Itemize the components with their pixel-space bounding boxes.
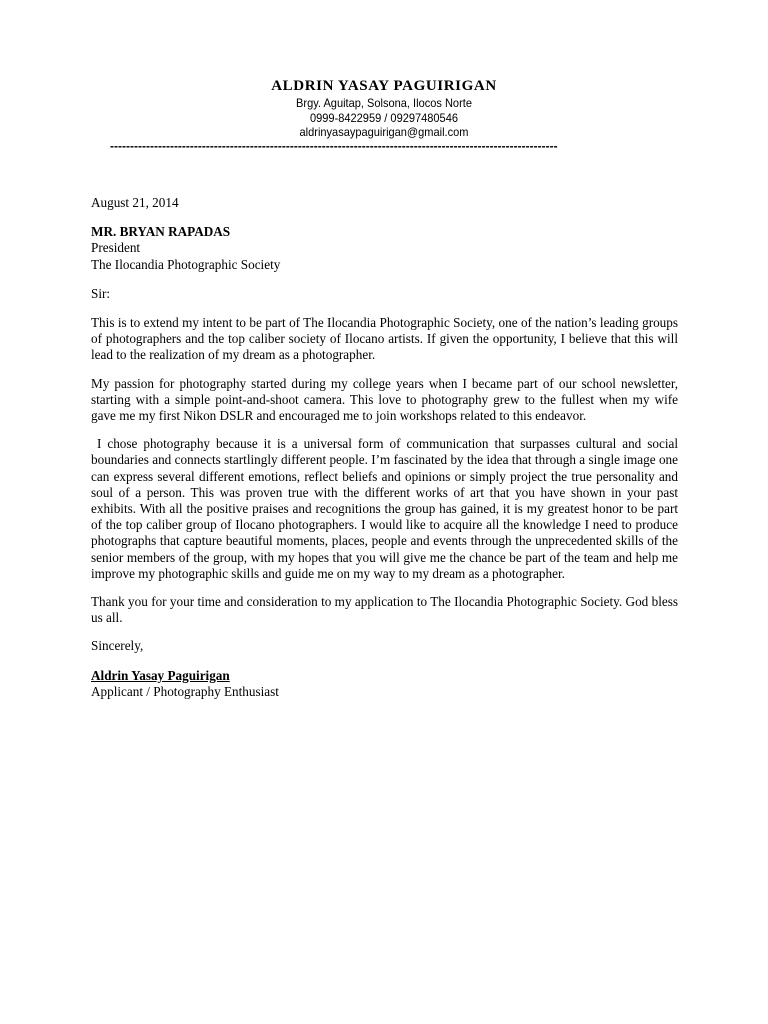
letter-body: [91, 195, 682, 700]
recipient-title: President: [91, 240, 141, 256]
signer-title: Applicant / Photography Enthusiast: [91, 683, 279, 699]
sender-address: Brgy. Aguitap, Solsona, Ilocos Norte: [296, 96, 472, 110]
recipient-name: MR. BRYAN RAPADAS: [91, 224, 231, 240]
recipient-organization: The Ilocandia Photographic Society: [91, 256, 281, 272]
letter-date: August 21, 2014: [91, 195, 179, 210]
paragraph-passion: My passion for photography started during my college years when I became part of our school newsletter, starting with a simple point-and-shoot camera. This love to photography grew to the fullest when my wife gave me my first Nikon DSLR and encouraged me to join workshops related to this endeavor.: [91, 375, 678, 424]
paragraph-reasons: I chose photography because it is a universal form of communication that surpasses cultural and social boundaries and connects startlingly different people. I’m fascinated by the idea that through a single image one can express several different emotions, reflect beliefs and opinions or simply project the true personality and soul of a person. This was proven true with the different works of art that you have shown in your past exhibits. With all the positive praises and recognitions the group has gained, it is my greatest honor to be part of the top caliber group of Ilocano photographers. I would like to acquire all the knowledge I need to produce photographs that capture beautiful moments, places, people and events through the unprecedented skills of the senior members of the group, with my hopes that you will give me the chance be part of the team and help me improve my photographic skills and guide me on my way to my dream as a photographer.: [91, 436, 682, 581]
sender-email: aldrinyasaypaguirigan@gmail.com: [299, 125, 469, 139]
closing: Sincerely,: [91, 638, 144, 654]
letterhead: [0, 76, 768, 140]
signer-name: Aldrin Yasay Paguirigan: [91, 667, 230, 683]
salutation: Sir:: [91, 285, 111, 301]
paragraph-intent: This is to extend my intent to be part of The Ilocandia Photographic Society, one of the nation’s leading groups of photographers and the top caliber society of Ilocano artists. If given the opportunity, I believe that this will lead to the realization of my dream as a photographer.: [91, 315, 678, 363]
sender-phones: 0999-8422959 / 09297480546: [310, 110, 458, 125]
letterhead-divider: ----------------------------------------------------------------------------------------------------------------: [110, 139, 558, 153]
sender-name: ALDRIN YASAY PAGUIRIGAN: [271, 78, 497, 94]
paragraph-thanks: Thank you for your time and consideration to my application to The Ilocandia Photographic Society. God bless us all.: [91, 594, 678, 626]
